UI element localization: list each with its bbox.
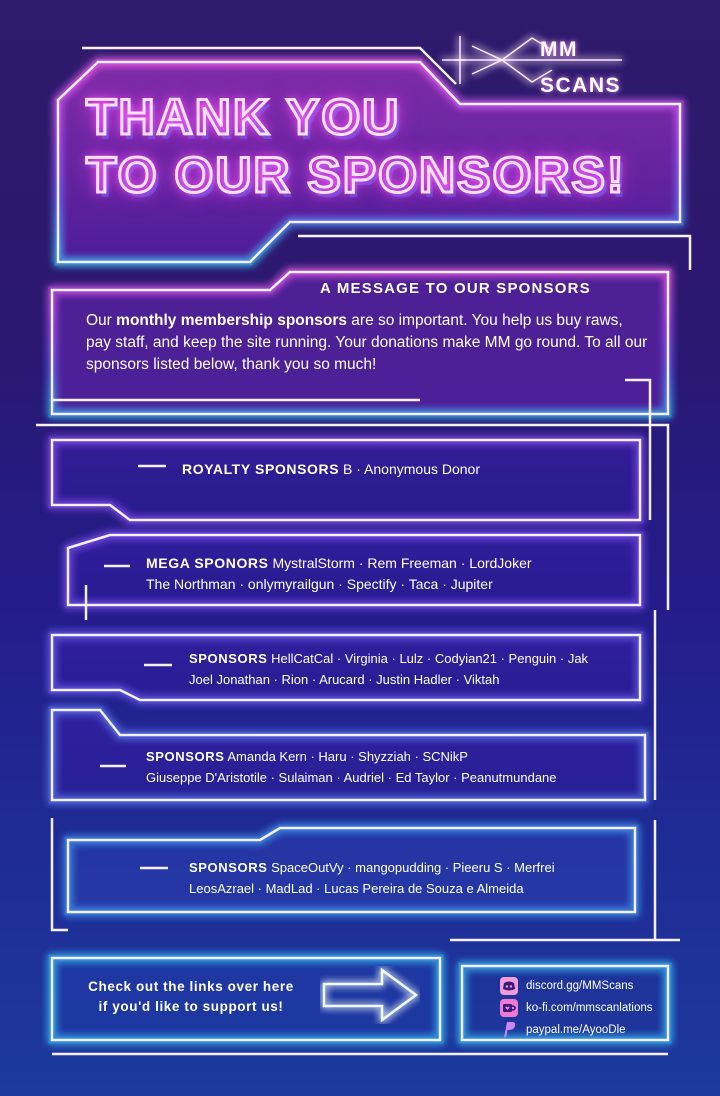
tier-line-1: SpaceOutVy · mangopudding · Pieeru S · Merfrei	[267, 860, 555, 875]
tier-label: SPONSORS	[146, 749, 225, 764]
tier-line-1: B · Anonymous Donor	[339, 461, 481, 477]
tier-sponsors-1	[189, 648, 588, 690]
link-discord[interactable]	[500, 976, 653, 996]
title-line-1: THANK YOU	[86, 89, 401, 145]
message-bold: monthly membership sponsors	[116, 312, 347, 329]
tier-line-1: MystralStorm · Rem Freeman · LordJoker	[268, 555, 532, 571]
tier-label: MEGA SPONORS	[146, 555, 269, 571]
arrow-right-icon	[320, 966, 420, 1024]
link-kofi[interactable]	[500, 998, 653, 1018]
discord-icon	[500, 977, 518, 995]
tier-royalty	[182, 459, 480, 480]
title-line-2: TO OUR SPONSORS!	[86, 147, 626, 203]
link-text[interactable]: discord.gg/MMScans	[526, 980, 634, 992]
tier-line-1: HellCatCal · Virginia · Lulz · Codyian21 · Penguin · Jak	[267, 651, 589, 666]
tier-label: SPONSORS	[189, 651, 268, 666]
link-text[interactable]: paypal.me/AyooDle	[526, 1024, 626, 1036]
message-rest: are so important. You help us buy raws, pay staff, and keep the site running. Your donations make MM go round. To all our sponsors listed below, thank you so much!	[86, 312, 648, 373]
link-paypal[interactable]	[500, 1020, 653, 1040]
message-heading: A MESSAGE TO OUR SPONSORS	[320, 280, 591, 297]
logo-line-2: SCANS	[540, 74, 622, 97]
message-intro: Our	[86, 312, 117, 329]
tier-line-2: Giuseppe D'Aristotile · Sulaiman · Audriel · Ed Taylor · Peanutmundane	[146, 770, 557, 785]
tier-line-2: LeosAzrael · MadLad · Lucas Pereira de Souza e Almeida	[189, 881, 524, 896]
cta-line-1: Check out the links over here	[88, 979, 294, 994]
tier-line-1: Amanda Kern · Haru · Shyzziah · SCNikP	[224, 749, 468, 764]
tier-line-2: Joel Jonathan · Rion · Arucard · Justin Hadler · Viktah	[189, 672, 500, 687]
tier-sponsors-2	[146, 746, 557, 788]
link-text[interactable]: ko-fi.com/mmscanlations	[526, 1002, 653, 1014]
tier-label: SPONSORS	[189, 860, 268, 875]
tier-line-2: The Northman · onlymyrailgun · Spectify · Taca · Jupiter	[146, 576, 493, 592]
logo-line-1: MM	[540, 38, 578, 61]
message-body	[86, 310, 651, 376]
paypal-icon	[500, 1021, 518, 1039]
tier-sponsors-3	[189, 857, 555, 899]
tier-label: ROYALTY SPONSORS	[182, 461, 340, 477]
kofi-icon	[500, 999, 518, 1017]
page-title	[86, 88, 625, 204]
support-call-to-action	[66, 977, 316, 1017]
tier-mega	[146, 553, 532, 595]
support-links	[500, 976, 653, 1042]
cta-line-2: if you'd like to support us!	[98, 999, 284, 1014]
